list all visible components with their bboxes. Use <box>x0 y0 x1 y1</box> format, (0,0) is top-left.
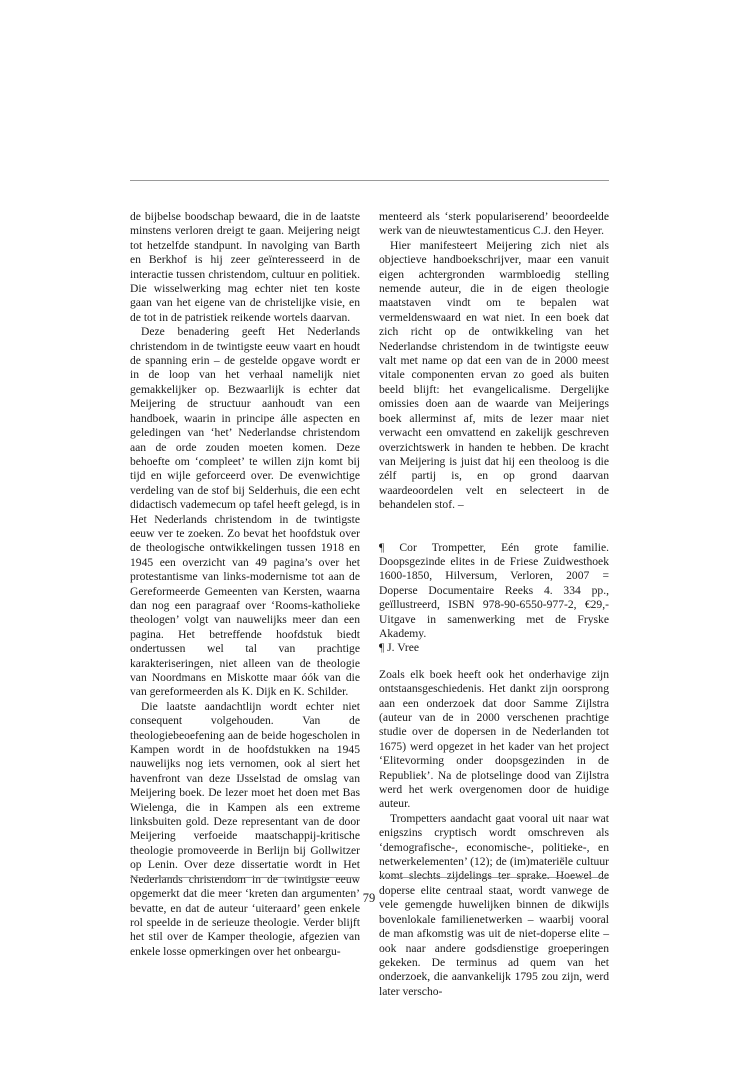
left-column <box>130 210 360 959</box>
right-paragraph-2: Hier manifesteert Meijering zich niet als objectieve handboekschrijver, maar een vanuit eigen achtergronden warmbloedig stelling nemende auteur, die in de eigen theologie maatstaven vindt om te bepalen wat vermeldenswaard en wat niet. In een boek dat zich richt op de ontwikkeling van het Nederlandse christendom in de twintigste eeuw valt met name op dat een van de in 2000 meest vitale componenten ervan zo goed als buiten beeld blijft: het evangelicalisme. Dergelijke omissies doen aan de waarde van Meijerings boek allerminst af, mits de lezer maar niet verwacht een omvattend en zakelijk geschreven overzichtswerk in handen te hebben. De kracht van Meijering is juist dat hij een theoloog is die zélf partij is, en op grond daarvan waardeoordelen velt en selecteert in de behandelen stof. – <box>379 238 609 512</box>
reviewer-name: ¶ J. Vree <box>379 641 420 655</box>
bottom-rule-right <box>379 877 609 878</box>
left-paragraph-2: Deze benadering geeft Het Nederlands christendom in de twintigste eeuw vaart en houdt de spanning erin – de gestelde opgave wordt er in de loop van het verhaal namelijk niet gemakkelijker op. Bezwaarlijk is echter dat Meijering de structuur aanhoudt van een handboek, waarin in principe álle aspecten en geledingen van ‘het’ Nederlandse christendom aan de orde zouden moeten komen. Deze behoefte om ‘compleet’ te willen zijn komt bij tijd en wijle geforceerd over. De evenwichtige verdeling van de stof bij Selderhuis, die een echt didactisch vademecum op tafel heeft gelegd, is in Het Nederlands christendom in de twintigste eeuw ver te zoeken. Zo bevat het hoofdstuk over de theologische ontwikkelingen tussen 1918 en 1945 een overzicht van 49 pagina’s over het protestantisme van links-modernisme tot aan de Gereformeerde Gemeenten van Kersten, waarna dan nog een paragraaf over ‘Rooms-katholieke theologen’ volgt van nauwelijks meer dan een pagina. Het betreffende hoofdstuk biedt ondertussen wel tal van prachtige karakteriseringen, niet alleen van de theologie van Noordmans en Miskotte maar óók van die van gereformeerden als K. Dijk en K. Schilder. <box>130 325 360 699</box>
section-gap <box>379 513 609 541</box>
right-paragraph-1: menteerd als ‘sterk populariserend’ beoordeelde werk van de nieuwtestamenticus C.J. den Heyer. <box>379 210 609 238</box>
right-paragraph-3: Zoals elk boek heeft ook het onderhavige zijn ontstaansgeschiedenis. Het dankt zijn oorsprong aan een onderzoek dat door Samme Zijlstra (auteur van de in 2000 verschenen prachtige studie over de dopersen in de Nederlanden tot 1675) werd opgezet in het kader van het project ‘Elitevorming onder doopsgezinden in de Republiek’. Na de plotselinge dood van Zijlstra werd het werk overgenomen door de huidige auteur. <box>379 667 609 811</box>
section-gap-2 <box>379 656 609 668</box>
right-paragraph-4: Trompetters aandacht gaat vooral uit naar wat enigszins cryptisch wordt omschreven als ‘demografische-, economische-, politieke-, en netwerkelementen’ (12); de (im)materiële cultuur komt slechts zijdelings ter sprake. Hoewel de doperse elite centraal staat, wordt vanwege de vele gemengde huwelijken binnen de dikwijls bovenlokale familienetwerken – waarbij vooral de man afkomstig was uit de niet-doperse elite – ook naar andere godsdienstige groeperingen gekeken. De terminus ad quem van het onderzoek, die aanvankelijk 1795 zou zijn, werd later verscho- <box>379 811 609 998</box>
left-paragraph-3: Die laatste aandachtlijn wordt echter niet consequent volgehouden. Van de theologiebeoefening aan de beide hogescholen in Kampen wordt in de hoofdstukken na 1945 nauwelijks nog iets vernomen, ook al siert het havenfront van deze IJsselstad de omslag van Meijering boek. De lezer moet het doen met Bas Wielenga, die in Kampen als een extreme linksbuiten gold. Deze representant van de door Meijering verfoeide maatschappij-kritische theologie promoveerde in Berlijn bij Gollwitzer op Lenin. Over deze dissertatie wordt in Het Nederlands christendom in de twintigste eeuw opgemerkt dat die meer ‘kreten dan argumenten’ bevatte, en dat de auteur ‘uiteraard’ geen enkele rol speelde in de serieuze theologie. Verder blijft het stil over de Kamper theologie, afgezien van enkele losse opmerkingen over het onbeargu- <box>130 699 360 958</box>
review-header: ¶ Cor Trompetter, Eén grote familie. Doopsgezinde elites in de Friese Zuidwesthoek 1600-1850, Hilversum, Verloren, 2007 = Doperse Documentaire Reeks 4. 334 pp., geïllustreerd, ISBN 978-90-6550-977-2, €29,- Uitgave in samenwerking met de Fryske Akademy. <box>379 540 609 640</box>
top-rule <box>130 180 609 181</box>
left-paragraph-1: de bijbelse boodschap bewaard, die in de laatste minstens verloren dreigt te gaan. Meijering neigt tot hetzelfde standpunt. In navolging van Barth en Berkhof is hij zeer geïnteresseerd in de interactie tussen christendom, cultuur en politiek. Die wisselwerking mag echter niet ten koste gaan van het eigene van de christelijke visie, en de tot in de patristiek reikende wortels daarvan. <box>130 210 360 324</box>
bottom-rule-left <box>130 877 360 878</box>
page-number: 79 <box>362 891 376 905</box>
right-column <box>379 210 609 999</box>
